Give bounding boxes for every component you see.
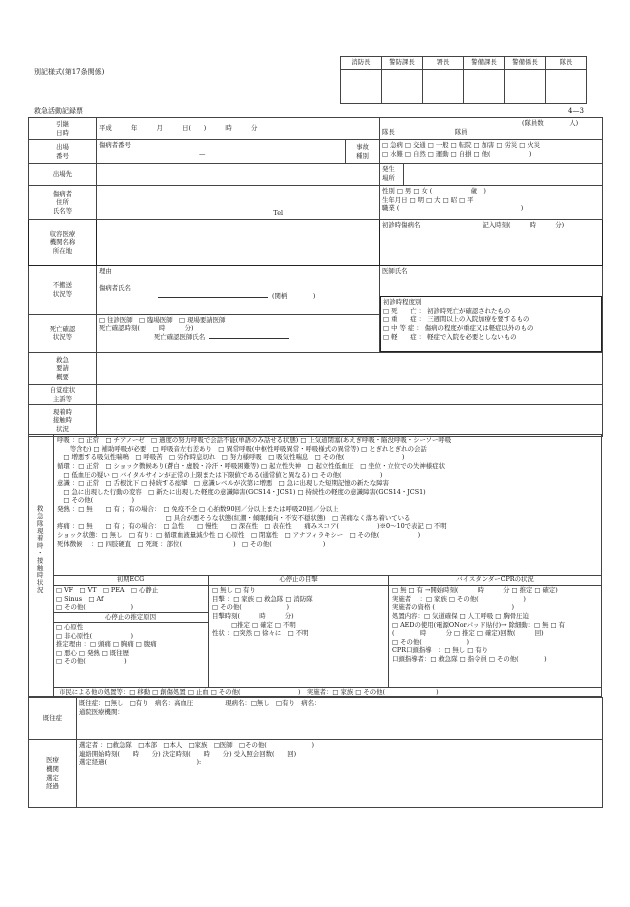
witness-opt-1[interactable]: □ 無し □ 有り — [212, 586, 256, 594]
side-label: 救急隊現着時・接触時状況 — [35, 505, 44, 594]
bystander-opt[interactable]: 実施者の資格 ( ) — [392, 603, 515, 612]
approval-stamp-4[interactable] — [505, 70, 546, 104]
ecg-panel[interactable] — [53, 575, 209, 687]
patient-name-label: 傷病者氏名 — [99, 283, 131, 292]
vitals-line[interactable]: □ 増悪する吸気性喘鳴 □ 呼吸苦 □ 労作時息切れ □ 努力様呼吸 □ 吸気性喘息 □ その他( ) — [57, 453, 405, 462]
accident-type-row2: □ 水難 □ 自然 □ 運動 □ 自損 □ 他( ) — [382, 149, 532, 158]
first-diagnosis-label: 初診時傷病名 — [382, 221, 421, 229]
selection-line-1: 選定者 ：□救急隊 □本部 □本人 □家族 □医師 □その他( ) — [79, 741, 314, 749]
approval-title-3: 警備課長 — [464, 57, 505, 70]
form-title: 救急活動記録票 — [34, 107, 83, 115]
witness-opt-5[interactable]: □推定 □ 確定 □ 不明 — [212, 620, 296, 629]
patient-number-dash: — — [199, 149, 206, 158]
vitals-line[interactable]: □ 具合が悪そうな状態(紅潮・傾眠傾向・不安不穏状態) □ 苦痛なく落ち着いている — [57, 513, 411, 522]
approval-title-0: 消防長 — [341, 57, 382, 70]
death-confirm-options: □ 往診医師 □ 臨場医師 □ 現場要請医師 — [99, 315, 226, 324]
witness-opt-6[interactable]: 性状 ：□突然 □ 徐々に □ 不明 — [212, 629, 309, 638]
bystander-opt[interactable]: □ その他( ) — [392, 637, 469, 646]
death-time-label: 死亡確認時刻( 時 分) — [99, 324, 194, 333]
team-cell[interactable] — [380, 118, 603, 140]
record-table-upper — [28, 117, 603, 437]
history-field[interactable] — [77, 698, 603, 740]
member-label: 隊員 — [454, 127, 468, 136]
leader-label: 隊長 — [382, 127, 395, 136]
death-field[interactable] — [97, 314, 380, 352]
admit-time-label: 記入時刻( 時 分) — [482, 221, 565, 229]
ecg-opt-3[interactable]: □ その他( ) — [56, 603, 133, 612]
severity-dead[interactable]: □ 死 亡 ： 初診時死亡が確認されたもの — [383, 306, 511, 315]
bystander-opt[interactable]: 処置内容：□ 気道確保 □ 人工呼吸 □ 胸骨圧迫 — [392, 611, 529, 620]
ecg-opt-2[interactable]: □ Sinus □ Af — [56, 594, 104, 603]
approval-stamp-3[interactable] — [464, 70, 505, 104]
dispatch-dest-field[interactable] — [97, 164, 380, 186]
vitals-line[interactable]: 死体徴候 ：□ 四肢硬直 □ 死斑 ：部位( ) □ その他( ) — [57, 539, 326, 548]
bystander-opt[interactable]: □ AEDの使用(電源ONorパッド貼付)→ 除細動：□ 無 □ 有 — [392, 620, 565, 629]
notified-datetime[interactable]: 平成 年 月 日( ) 時 分 — [97, 118, 380, 140]
sex-options: 性別 □ 男 □ 女 ( 歳 ) — [382, 187, 486, 195]
cause-title: 心停止の推定原因 — [53, 612, 208, 623]
reason-label: 理由 — [99, 267, 112, 275]
approval-title-1: 警防課長 — [382, 57, 423, 70]
cause-opt-2[interactable]: □ 非心原性( ) — [56, 631, 133, 640]
vitals-line[interactable]: □ 急に出現した行動の変容 □ 新たに出現した軽度の意識障害(GCS14・JCS1) □ 持続性の軽度の意識障害(GCS14・JCS1) — [57, 487, 426, 496]
cause-opt-4[interactable]: □ 悪心 □ 発熱 □ 既往歴 — [56, 648, 130, 657]
accident-type-row1: □ 急病 □ 交通 □ 一般 □ 転院 □ 加害 □ 労災 □ 火災 — [382, 141, 541, 149]
patient-info-field[interactable] — [97, 186, 380, 220]
first-diagnosis-cell[interactable] — [380, 220, 603, 266]
severity-mild[interactable]: □ 軽 症 ： 軽症で入院を必要としないもの — [383, 332, 517, 341]
approval-title-5: 隊長 — [546, 57, 587, 70]
selection-label: 医療 機関 選定 経過 — [29, 740, 77, 808]
occur-place-label: 発生 場所 — [380, 164, 404, 185]
patient-number-cell[interactable] — [97, 140, 346, 164]
vitals-line[interactable]: □ 低血圧の疑い □ バイタルサインが正常の上限または下限値である(通常値と異なる) □ その他( ) — [57, 470, 383, 479]
death-label: 死亡確認 状況等 — [29, 314, 97, 352]
tel-label: Tel — [273, 209, 284, 218]
vitals-line[interactable]: 循環 ：□ 正常 □ ショック徴候あり(蒼白・虚脱・冷汗・呼吸困難等) □ 起立性失神 □ 起立性低血圧 □ 坐位・立位での失神様症状 — [57, 461, 445, 470]
bystander-opt[interactable]: □ 無 □ 有 →開始時刻( 時 分 □ 推定 □ 確定) — [392, 586, 558, 594]
bystander-panel[interactable] — [389, 575, 601, 687]
occupation-field: 職業 ( ) — [382, 204, 524, 213]
selection-line-2: 連絡開始時刻( 時 分) 決定時刻( 時 分) 受入照会回数( 回) — [79, 749, 297, 758]
patient-attr-cell[interactable] — [380, 186, 603, 220]
occur-place-cell[interactable] — [380, 164, 603, 186]
severity-severe[interactable]: □ 重 症 ： 三週間以上の入院加療を要するもの — [383, 315, 530, 324]
severity-box[interactable] — [380, 296, 602, 352]
vitals-line[interactable]: 意識 ：□ 正常 □ 舌根沈下 □ 持続する痙攣 □ 意識レベルが次第に増悪 □ 急に出現した短期記憶の新たな障害 — [57, 479, 389, 488]
vitals-line[interactable]: ショック状態：□ 無し □ 有り：□ 循環血液量減少性 □ 心原性 □ 閉塞性 □ アナフィラキシー □ その他( ) — [57, 531, 421, 540]
scene-label: 現着時 接触時 状況 — [29, 405, 97, 437]
approval-stamp-0[interactable] — [341, 70, 382, 104]
ecg-opt-1[interactable]: □ VF □ VT □ PEA □ 心静止 — [56, 586, 159, 594]
vitals-line[interactable]: 等含む) □ 補助呼吸が必要 □ 呼吸音左右差あり □ 異常呼吸(中枢性呼吸異常・呼吸様式の異常等) □ とぎれとぎれの会話 — [57, 444, 427, 453]
selection-field[interactable] — [77, 740, 603, 808]
selection-line-3: 選定経過( ): — [79, 758, 202, 767]
death-doctor-label: 死亡確認医師氏名 — [154, 332, 206, 341]
accident-type-options[interactable] — [380, 140, 603, 164]
vitals-list[interactable] — [57, 436, 601, 548]
hospital-label: 収容医療 機関名称 所在地 — [29, 220, 97, 266]
nontransport-field[interactable] — [97, 266, 380, 315]
vitals-line[interactable]: 発熱 ：□ 無 □ 有 ；有の場合： □ 免疫不全 □ 心拍数90回／分以上または呼吸20回／分以上 — [57, 505, 339, 514]
approval-stamp-5[interactable] — [546, 70, 587, 104]
cause-opt-3[interactable]: 推定理由 ：□ 頭痛 □ 胸痛 □ 腹痛 — [56, 640, 157, 649]
history-label: 既往症 — [29, 698, 77, 740]
complaint-label: 自覚症状 主訴等 — [29, 385, 97, 405]
bystander-opt[interactable]: 実施者 ：□ 家族 □ その他( ) — [392, 594, 526, 603]
page-number: 4—3 — [568, 107, 584, 115]
witness-title: 心停止の目撃 — [209, 575, 388, 586]
severity-title: 初診時程度別 — [383, 298, 422, 306]
dispatch-label: 出場 番号 — [29, 140, 97, 164]
history-line-1: 既往症：□無し □有り 病名：高血圧 現病名：□無し □有り 病名： — [79, 699, 321, 707]
accident-type-label: 事故 種別 — [346, 140, 380, 164]
dispatch-dest-label: 出場先 — [29, 164, 97, 186]
witness-opt-3[interactable]: □ その他( ) — [212, 603, 289, 612]
summary-field[interactable] — [97, 353, 603, 385]
doctor-severity-cell[interactable] — [380, 266, 603, 353]
witness-opt-2[interactable]: 目撃 ：□ 家族 □ 救急隊 □ 消防隊 — [212, 594, 313, 603]
team-count: (隊員数 人) — [522, 119, 579, 127]
witness-opt-4[interactable]: 目撃時刻( 時 分) — [212, 611, 294, 620]
approval-title-4: 警備係長 — [505, 57, 546, 70]
hospital-field[interactable] — [97, 220, 380, 266]
citizen-actions[interactable]: 市民による他の処置等：□ 移動 □ 創傷処置 □ 止血 □ その他( ) 実施者：□ 家族 □ その他( ) — [59, 688, 439, 696]
summary-label: 救急 要請 概要 — [29, 353, 97, 385]
ecg-title: 初期ECG — [53, 575, 208, 586]
severity-moderate[interactable]: □ 中 等 症 ： 傷病の程度が重症又は軽症以外のもの — [383, 323, 534, 332]
history-line-2: 通院医療機関： — [79, 707, 124, 716]
scene-status-block — [28, 434, 602, 697]
approval-stamp-2[interactable] — [423, 70, 464, 104]
approval-stamp-1[interactable] — [382, 70, 423, 104]
scene-field[interactable] — [97, 405, 603, 437]
complaint-field[interactable] — [97, 385, 603, 405]
bystander-opt[interactable]: ( 時 分 □ 推定 □ 確定)回数( 回) — [392, 629, 544, 638]
vitals-line[interactable]: 疼痛 ：□ 無 □ 有 ；有の場合： □ 急性 □ 慢性 □ 深在性 □ 表在性 痛みスコア( )※0～10で表記 □ 不明 — [57, 522, 447, 531]
bystander-opt[interactable]: 口頭指導者：□ 救急隊 □ 指令員 □ その他( ) — [392, 655, 547, 664]
notified-label: 引継 日時 — [29, 118, 97, 140]
witness-panel[interactable] — [209, 575, 389, 687]
nontransport-label: 不搬送 状況等 — [29, 266, 97, 315]
patient-name-underline — [158, 292, 268, 298]
approval-title-2: 署長 — [423, 57, 464, 70]
doctor-name-label: 医師氏名 — [382, 267, 408, 275]
approval-stamp-table — [340, 56, 587, 104]
relation-label: (関柄 ) — [272, 292, 316, 301]
bystander-opt[interactable]: CPR口頭指導 ：□ 無し □ 有り — [392, 646, 489, 655]
cause-opt-5[interactable]: □ その他( ) — [56, 657, 127, 666]
form-id: 別記様式(第17条関係) — [34, 68, 105, 76]
vitals-line[interactable]: 呼吸 ：□ 正常 □ チアノーゼ □ 過度の努力呼吸で会話不能(単語のみ話せる状態) □ 上気道閉塞(あえぎ呼吸・陥没呼吸・シーソー呼吸 — [57, 436, 452, 444]
bystander-list[interactable] — [389, 586, 601, 664]
cause-opt-1[interactable]: □ 心原性 — [56, 622, 84, 631]
history-table — [28, 697, 603, 808]
bystander-title: バイスタンダーCPRの状況 — [389, 575, 601, 586]
patient-label: 傷病者 住所 氏名等 — [29, 186, 97, 220]
dob-options: 生年月日 □ 明 □ 大 □ 昭 □ 平 — [382, 195, 474, 204]
vitals-line[interactable]: □ その他( ) — [57, 496, 134, 505]
patient-number-label: 傷病者番号 — [99, 141, 131, 149]
death-doctor-underline — [209, 333, 289, 339]
